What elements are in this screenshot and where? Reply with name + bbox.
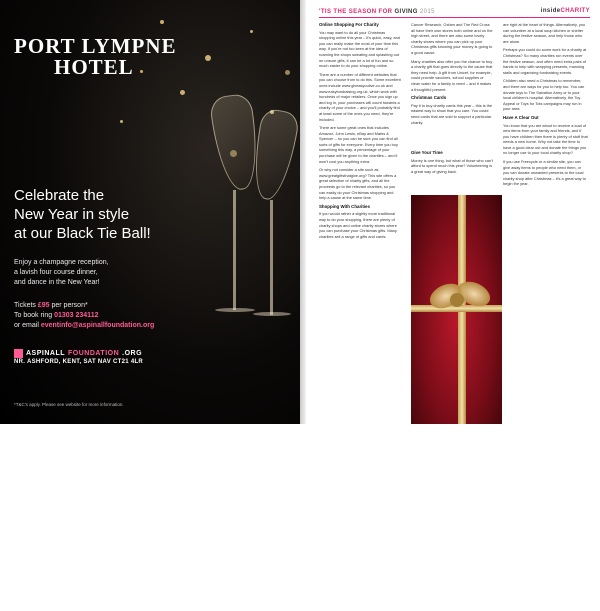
- glass-stem: [270, 200, 273, 315]
- gift-photo: [411, 195, 561, 611]
- article-paragraph: If you would rather a slightly more traditional way to do your shopping, there are plenty of charity shops and online charity stores where you can purchase your Christmas gifts. Many charities sell a range of gifts and cards.: [319, 211, 397, 239]
- article-paragraph: There are some great ones that includes Amazon, John Lewis, eBay and Marks & Spencer – so you can be sure you can find all sorts of gifts for everyone. Every time you buy something this way, a percentage of your purchase will be given to the charities – and it won't cost you anything extra.: [319, 125, 398, 164]
- body-line: Enjoy a champagne reception,: [14, 259, 109, 266]
- article-page: [306, 0, 600, 611]
- ticket-price-line: Tickets £95 per person*: [14, 302, 88, 309]
- booking-email-link[interactable]: eventinfo@aspinallfoundation.org: [40, 322, 155, 329]
- article-subheading: Give Your Time: [411, 150, 443, 155]
- article-paragraph: If you use Freecycle or a similar site, you can give away items to people who need them, or you can donate unwanted presents to the local charity shop after Christmas – it's a great way to begin the year.: [503, 159, 586, 187]
- page-number: 107: [552, 605, 561, 611]
- sparkle: [250, 30, 253, 33]
- champagne-glass: [209, 93, 264, 193]
- sparkle: [285, 70, 290, 75]
- body-line: a lavish four course dinner,: [14, 269, 98, 276]
- section-tag: insideCHARITY: [540, 8, 590, 14]
- advert-page: [0, 0, 300, 424]
- article-paragraph: Or why not consider a site such as www.greatgiftsthatgive.org? This site offers a great selection of charity gifts, and all the proceeds go to the relevant charities, so you can easily do your Christmas shopping and help a cause at the same time.: [319, 167, 397, 201]
- article-paragraph: Pay it to buy charity cards this year – this is the easiest way to show that you care. You could send cards that are sold to support a particular charity.: [411, 102, 493, 125]
- email-line: or email eventinfo@aspinallfoundation.org: [14, 322, 155, 329]
- article-subheading: Shopping With Charities: [319, 203, 370, 209]
- article-paragraph: Children also need a Christmas to remember, and there are ways for you to help too. You can donate toys to The Salvation Army or to your local children's hospital. Alternatively, the Toy Appeal or Toys for Tots campaigns may run in your area.: [503, 78, 585, 112]
- article-column-2: [411, 22, 493, 125]
- article-column-1: [319, 22, 401, 242]
- hotel-name-line2: HOTEL: [54, 55, 134, 79]
- article-paragraph: You know that you are about to receive a load of new items from your family and friends, and if you have children then there is plenty of stuff that needs a new home. Why not take the time to have a good clear out and donate the things you no longer use to your local charity shop?: [503, 122, 588, 156]
- header-rule: [319, 17, 590, 18]
- article-paragraph: There are a number of different websites that you can choose from to do this. Some excellent ones include www.giveasyoulive.co.uk and www.easyfundraising.org.uk, which work with hundreds of major retailers. Once you sign up and log in, your purchases will count towards a charity of your choice – and you'll probably find at least some of the ones you need, they're included.: [319, 71, 401, 122]
- sparkle: [160, 20, 164, 24]
- venue-address: NR. ASHFORD, KENT, SAT NAV CT21 4LR: [14, 359, 144, 365]
- article-paragraph: Money is one thing, but what of those who can't afford to spend much this year? Volunteering is a great way of giving back.: [411, 157, 493, 174]
- article-paragraph: Cancer Research, Oxfam and The Red Cross all have their own stores both online and on the high street, and there are also some lovely charity stores where you can pick up your Christmas gifts knowing your money is going to a good cause.: [411, 22, 493, 55]
- glass-foot: [253, 312, 291, 316]
- headline-line: New Year in style: [14, 206, 130, 223]
- headline-line: at our Black Tie Ball!: [14, 225, 151, 242]
- sparkle: [120, 120, 123, 123]
- article-paragraph: Many charities also offer you the chance to buy a charity gift that goes directly to the cause that they need help. A gift from Unicef, for example, could provide vaccines, school supplies or clean water for a family in need – and it makes a thoughtful present.: [411, 58, 493, 92]
- headline-line: Celebrate the: [14, 187, 105, 204]
- sparkle: [180, 90, 185, 95]
- advert-body: [14, 258, 214, 288]
- sparkle: [205, 55, 211, 61]
- booking-phone[interactable]: 01303 234112: [54, 312, 99, 319]
- glass-stem: [233, 190, 236, 310]
- hotel-name-line1: PORT LYMPNE: [14, 34, 177, 58]
- article-paragraph: are right at the heart of things. Alternatively, you can volunteer at a local soup kitchen or shelter during the festive season, and help those who are alone.: [503, 22, 586, 44]
- aspinall-logo: ASPINALL FOUNDATION .ORG: [14, 349, 142, 358]
- article-subheading: Christmas Cards: [411, 95, 447, 101]
- ticket-info: [14, 301, 244, 331]
- advert-headline: [14, 186, 214, 243]
- booking-line: To book ring 01303 234112: [14, 312, 99, 319]
- section-header: 'TIS THE SEASON FOR GIVING 2015: [319, 9, 435, 15]
- article-paragraph: Perhaps you could do some work for a charity at Christmas? So many charities run events over the festive season, and often need extra pairs of hands to help with wrapping presents, manning stalls and organising fundraising events.: [503, 47, 587, 75]
- champagne-glass: [247, 107, 300, 202]
- terms-small-print: *T&C's apply. Please see website for more information.: [14, 402, 124, 407]
- hotel-name: [14, 36, 177, 78]
- article-subheading: Have A Clear Out: [503, 114, 539, 120]
- ticket-price: £95: [37, 302, 50, 309]
- article-column-3: [503, 22, 588, 190]
- article-subheading: Online Shopping For Charity: [319, 22, 379, 27]
- article-paragraph: You may want to do all your Christmas shopping online this year – it's quick, easy, and you can really make the most of your time this way. If you're not too keen at the idea of roaming the shops sweating and splashing out on unsure gifts, it can be a lot of fun and so much easier to do your shopping online.: [319, 29, 400, 69]
- body-line: and dance in the New Year!: [14, 279, 100, 286]
- aspinall-logo-icon: [14, 349, 23, 358]
